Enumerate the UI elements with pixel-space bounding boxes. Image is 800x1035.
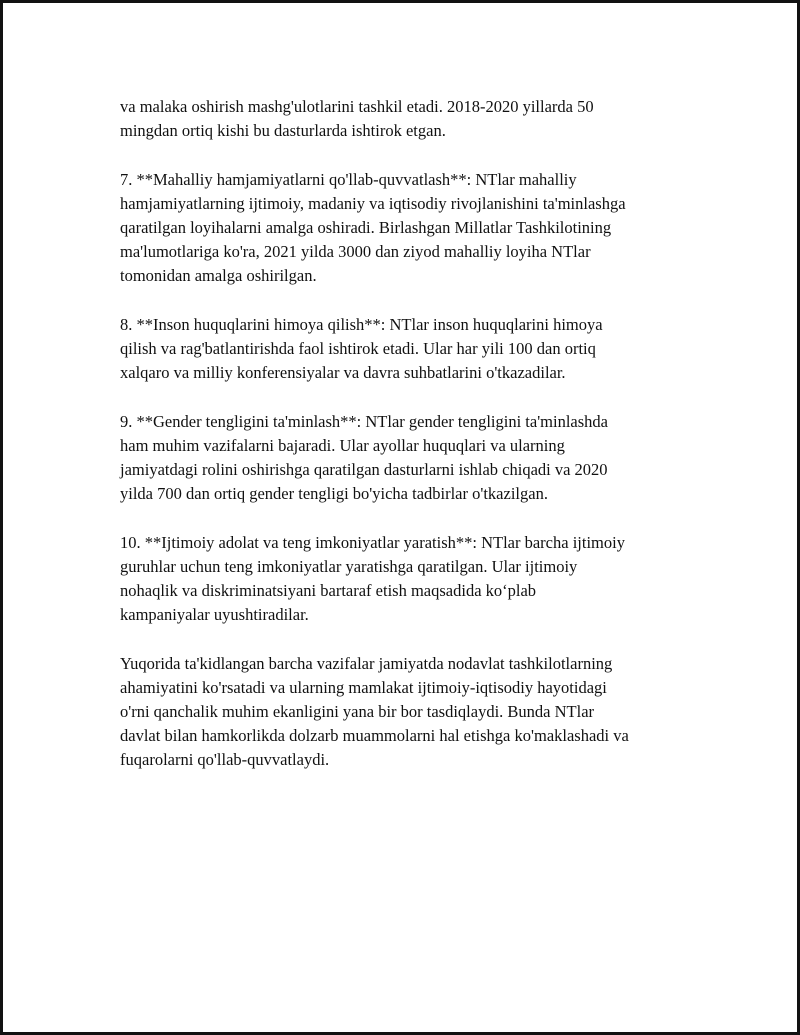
text-line: 10. **Ijtimoiy adolat va teng imkoniyatlar yaratish**: NTlar barcha ijtimoiy	[120, 532, 625, 552]
paragraph-conclusion	[120, 652, 720, 773]
paragraph-item-9	[120, 410, 720, 507]
text-line: ham muhim vazifalarni bajaradi. Ular ayollar huquqlari va ularning	[120, 435, 565, 455]
text-line: davlat bilan hamkorlikda dolzarb muammolarni hal etishga ko'maklashadi va	[120, 726, 629, 746]
paragraph-item-7	[120, 168, 720, 289]
text-line: va malaka oshirish mashg'ulotlarini tashkil etadi. 2018-2020 yillarda 50	[120, 97, 594, 116]
text-line: 8. **Inson huquqlarini himoya qilish**: NTlar inson huquqlarini himoya	[120, 314, 603, 334]
text-line: kampaniyalar uyushtiradilar.	[120, 605, 309, 625]
paragraph-item-10	[120, 531, 720, 628]
text-line: xalqaro va milliy konferensiyalar va davra suhbatlarini o'tkazadilar.	[120, 363, 566, 383]
text-line: 7. **Mahalliy hamjamiyatlarni qo'llab-quvvatlash**: NTlar mahalliy	[120, 169, 577, 189]
paragraph-item-8	[120, 313, 720, 386]
text-line: guruhlar uchun teng imkoniyatlar yaratishga qaratilgan. Ular ijtimoiy	[120, 556, 578, 576]
text-line: hamjamiyatlarning ijtimoiy, madaniy va iqtisodiy rivojlanishini ta'minlashga	[120, 193, 626, 213]
text-line: qaratilgan loyihalarni amalga oshiradi. Birlashgan Millatlar Tashkilotining	[120, 218, 612, 237]
text-line: 9. **Gender tengligini ta'minlash**: NTlar gender tengligini ta'minlashda	[120, 411, 608, 431]
document-body	[120, 95, 720, 797]
text-line: ahamiyatini ko'rsatadi va ularning mamlakat ijtimoiy-iqtisodiy hayotidagi	[120, 677, 607, 697]
text-line: yilda 700 dan ortiq gender tengligi bo'yicha tadbirlar o'tkazilgan.	[120, 484, 548, 504]
text-line: tomonidan amalga oshirilgan.	[120, 266, 317, 286]
text-line: o'rni qanchalik muhim ekanligini yana bir bor tasdiqlaydi. Bunda NTlar	[120, 702, 595, 721]
text-line: jamiyatdagi rolini oshirishga qaratilgan dasturlarni ishlab chiqadi va 2020	[120, 460, 608, 479]
text-line: mingdan ortiq kishi bu dasturlarda ishtirok etgan.	[120, 121, 446, 141]
text-line: qilish va rag'batlantirishda faol ishtirok etadi. Ular har yili 100 dan ortiq	[120, 339, 596, 358]
text-line: ma'lumotlariga ko'ra, 2021 yilda 3000 dan ziyod mahalliy loyiha NTlar	[120, 242, 591, 262]
paragraph-continuation	[120, 95, 720, 143]
text-line: Yuqorida ta'kidlangan barcha vazifalar jamiyatda nodavlat tashkilotlarning	[120, 653, 613, 673]
text-line: nohaqlik va diskriminatsiyani bartaraf etish maqsadida ko‘plab	[120, 581, 537, 600]
text-line: fuqarolarni qo'llab-quvvatlaydi.	[120, 750, 330, 770]
